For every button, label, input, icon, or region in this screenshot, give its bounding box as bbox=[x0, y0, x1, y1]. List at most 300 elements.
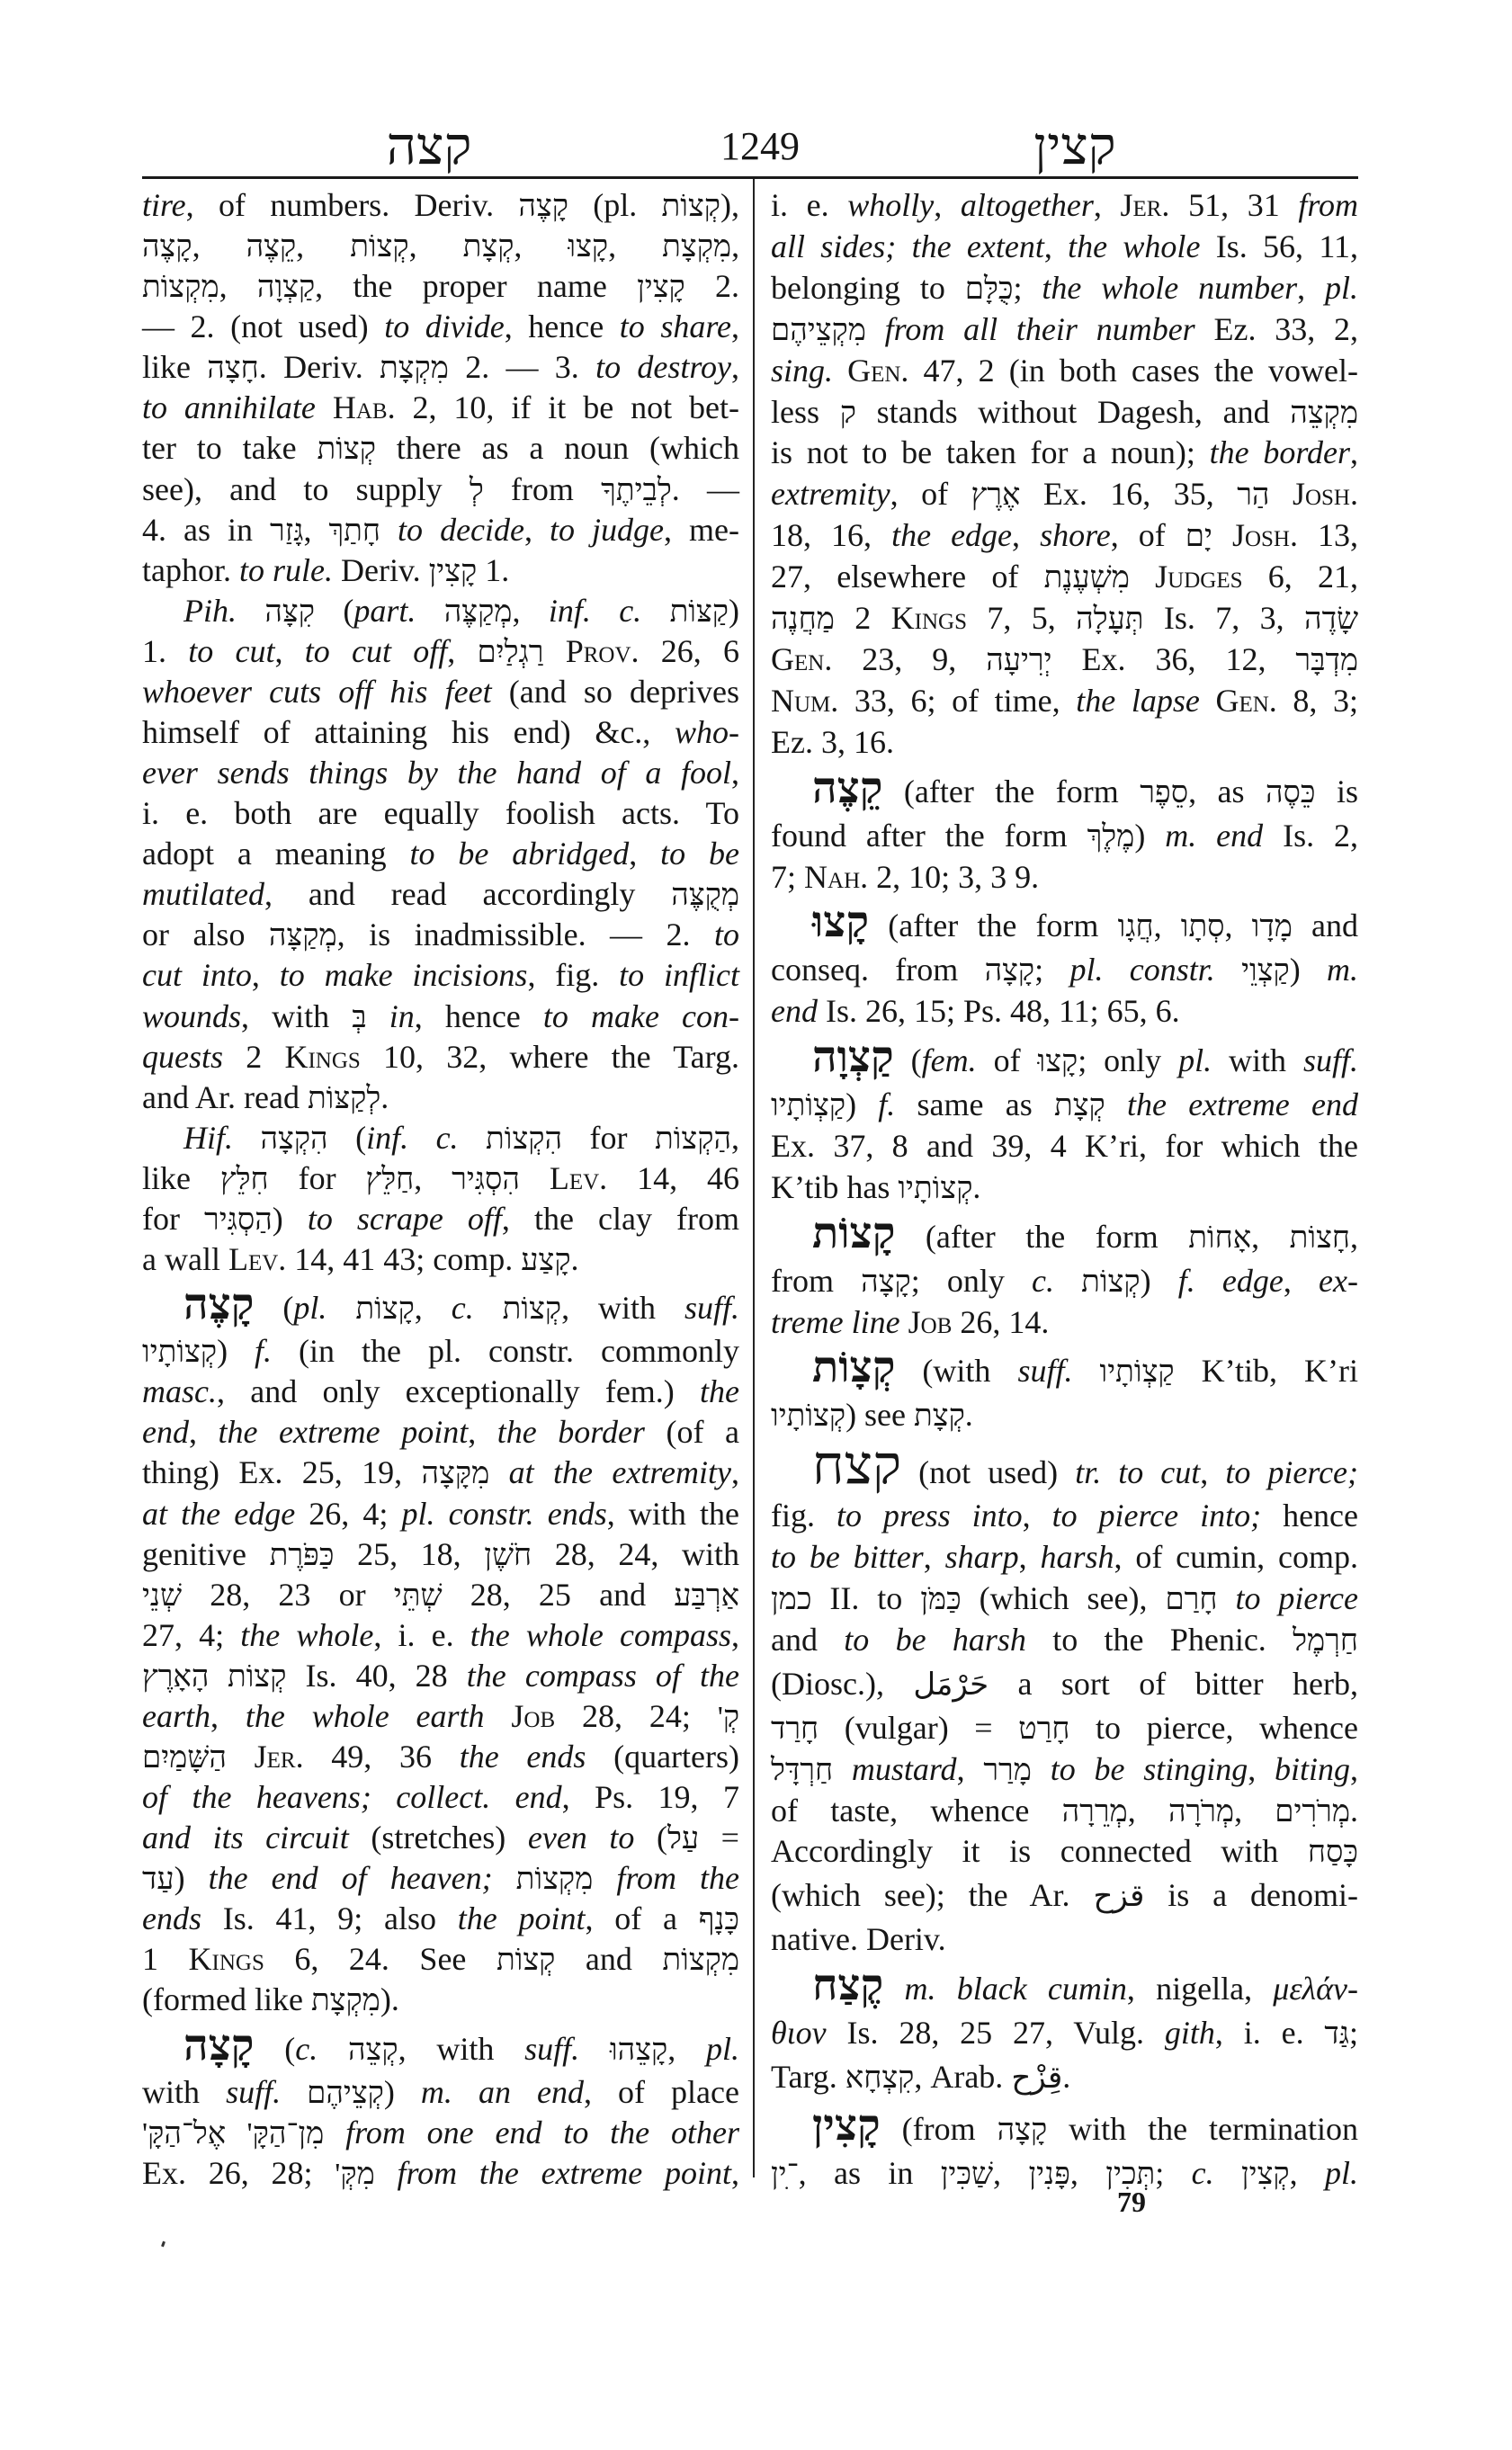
italic-text: from one end to the other bbox=[345, 2114, 740, 2150]
italic-text: m. black cumin bbox=[904, 1971, 1127, 2007]
text-run bbox=[380, 512, 398, 548]
text-run: , bbox=[1224, 908, 1252, 944]
text-run: i. e. bbox=[771, 187, 848, 223]
text-run: 2, 10, if it be not bet- bbox=[395, 389, 739, 426]
text-run: , bbox=[1349, 434, 1358, 471]
text-run: , bbox=[303, 511, 329, 548]
italic-text: the extreme point bbox=[218, 1414, 469, 1451]
italic-text: the ends bbox=[459, 1738, 586, 1775]
hebrew-word: חָרַט bbox=[1018, 1712, 1070, 1746]
text-run: hence bbox=[1261, 1498, 1359, 1534]
text-line bbox=[142, 1239, 739, 1279]
text-run bbox=[1032, 1751, 1051, 1787]
text-run bbox=[1214, 2155, 1241, 2191]
italic-text: m. bbox=[1327, 952, 1358, 988]
text-run: , bbox=[1069, 2154, 1106, 2191]
italic-text: inf. c. bbox=[366, 1119, 487, 1156]
book-abbreviation: Kings bbox=[890, 600, 967, 637]
text-line bbox=[771, 1085, 1358, 1124]
hebrew-word: קִצְחָא bbox=[845, 2061, 915, 2095]
hebrew-word: פָּנִין bbox=[1028, 2157, 1070, 2191]
text-run: , bbox=[923, 1539, 945, 1576]
hebrew-word: בְּ bbox=[352, 1000, 367, 1034]
italic-text: to be stinging bbox=[1050, 1750, 1248, 1787]
italic-text: the extreme end bbox=[1126, 1086, 1359, 1123]
text-run: (vulgar) = bbox=[819, 1709, 1019, 1746]
italic-text: to share bbox=[619, 308, 732, 345]
text-run: with the termination bbox=[1047, 2110, 1359, 2147]
book-abbreviation: Gen. bbox=[847, 352, 909, 389]
hebrew-word: קְצָת bbox=[914, 1399, 965, 1434]
text-run bbox=[489, 1454, 508, 1490]
text-run: II. to bbox=[811, 1580, 921, 1616]
hebrew-word: כמן bbox=[771, 1583, 812, 1616]
italic-text: part. bbox=[353, 592, 444, 629]
italic-text: tr. to cut bbox=[1075, 1454, 1201, 1491]
text-run bbox=[833, 353, 847, 389]
text-run: , bbox=[1350, 1750, 1359, 1787]
hebrew-word: שָׂדֶה bbox=[1304, 603, 1359, 637]
hebrew-word: אַרְבַּע bbox=[674, 1578, 739, 1613]
text-run: 2. bbox=[684, 268, 740, 305]
hebrew-word: מִקְּ' bbox=[335, 2157, 375, 2191]
hebrew-word: חֲגָו bbox=[1117, 910, 1154, 944]
italic-text: at the edge bbox=[142, 1495, 296, 1532]
text-run: , bbox=[629, 836, 661, 872]
hebrew-word: מִקְצֵה bbox=[1290, 396, 1358, 430]
italic-text: masc. bbox=[142, 1373, 217, 1410]
italic-text: pl. bbox=[1325, 269, 1359, 306]
italic-text: from the extreme point bbox=[397, 2154, 732, 2191]
italic-text: mutilated bbox=[142, 876, 264, 913]
text-run: , of bbox=[1110, 517, 1185, 554]
text-run: 2, 10; 3, 3 9. bbox=[868, 858, 1040, 895]
text-run: 1 bbox=[142, 1941, 189, 1978]
hebrew-word: קָצֶה bbox=[518, 190, 568, 223]
text-run bbox=[883, 1971, 904, 2007]
text-run bbox=[375, 2155, 398, 2191]
hebrew-word: קָצֶה bbox=[142, 230, 192, 264]
italic-text: ends bbox=[142, 1900, 201, 1937]
text-line bbox=[142, 915, 739, 954]
text-run: Ex. 26, 28; bbox=[142, 2154, 336, 2191]
text-run: (after the form bbox=[895, 1218, 1189, 1255]
headword: קָצוֹת bbox=[812, 1209, 896, 1257]
italic-text: to inflict bbox=[619, 957, 740, 994]
italic-text: biting bbox=[1275, 1750, 1351, 1787]
text-run: , with bbox=[398, 2030, 525, 2067]
text-run: 2. — 3. bbox=[448, 349, 596, 386]
italic-text: wholly bbox=[847, 187, 935, 223]
hebrew-word: שְׁתֵּי bbox=[393, 1578, 443, 1613]
headword: קֶצַח bbox=[812, 1962, 884, 2010]
text-run: 49, 36 bbox=[303, 1738, 460, 1775]
italic-text: suff. bbox=[684, 1290, 739, 1327]
running-head-right-guide-word: קצין bbox=[1033, 117, 1116, 175]
italic-text: m. end bbox=[1165, 817, 1264, 854]
italic-text: at the extremity bbox=[508, 1454, 732, 1491]
hebrew-word: גַּד bbox=[1324, 2017, 1349, 2052]
hebrew-word: הִסְגִּיר bbox=[452, 1162, 520, 1196]
book-abbreviation: Lev. bbox=[549, 1159, 608, 1196]
hebrew-word: גָּזַר bbox=[270, 514, 304, 548]
hebrew-word: קְצֵה bbox=[348, 2033, 398, 2067]
italic-text: altogether bbox=[960, 187, 1094, 223]
hebrew-word: מִקְצָת bbox=[310, 1984, 380, 2018]
hebrew-word: מָרַר bbox=[983, 1753, 1032, 1787]
text-run: ; bbox=[1348, 2015, 1358, 2052]
italic-text: to pierce bbox=[1235, 1580, 1359, 1616]
italic-text: the whole bbox=[240, 1616, 374, 1653]
text-run bbox=[1218, 1580, 1236, 1616]
text-line bbox=[142, 266, 739, 306]
italic-text: f. bbox=[255, 1333, 273, 1370]
book-abbreviation: Num. bbox=[771, 682, 839, 719]
hebrew-word: חַרְדָּל bbox=[771, 1753, 834, 1787]
hebrew-word: חַלֵּץ bbox=[365, 1162, 415, 1196]
text-run bbox=[1072, 1353, 1099, 1389]
text-run: , bbox=[1200, 1454, 1226, 1491]
text-line bbox=[771, 1395, 1358, 1435]
headword: קְצָוֹת bbox=[812, 1344, 896, 1392]
italic-text: pl. bbox=[293, 1290, 356, 1327]
text-run: like bbox=[142, 1159, 220, 1196]
text-run: native. Deriv. bbox=[771, 1921, 946, 1958]
text-run: 33, 6; of time, bbox=[838, 682, 1077, 719]
text-run: from bbox=[771, 1262, 862, 1299]
text-line bbox=[142, 226, 739, 265]
text-run: ; bbox=[1034, 952, 1070, 988]
text-run: . bbox=[1350, 1792, 1358, 1829]
text-run bbox=[1130, 559, 1155, 595]
arabic-word: قِزْح bbox=[1011, 2059, 1063, 2096]
text-run: 7, 5, bbox=[966, 600, 1077, 637]
hebrew-word: הַסְגִּיר bbox=[204, 1203, 273, 1237]
hebrew-word: מִקְצָת bbox=[662, 230, 732, 264]
text-line bbox=[142, 347, 739, 387]
text-run: 2 bbox=[223, 1038, 285, 1075]
hebrew-word: כַּפֹּרֶת bbox=[269, 1538, 335, 1572]
text-run: , bbox=[1012, 517, 1041, 554]
text-line bbox=[771, 816, 1358, 855]
italic-text: pl. constr. bbox=[1069, 952, 1242, 988]
headword: קָצָה bbox=[183, 2021, 255, 2070]
italic-text: all sides; the extent bbox=[771, 228, 1044, 264]
text-run: ) bbox=[272, 1200, 308, 1237]
text-run: , bbox=[1350, 1218, 1359, 1255]
text-run: a sort of bitter herb, bbox=[989, 1665, 1359, 1702]
italic-text: to be bitter bbox=[771, 1539, 924, 1576]
italic-text: Pih. bbox=[183, 592, 265, 629]
text-run: there as a noun (which bbox=[375, 430, 739, 467]
hebrew-word: שַׁכִּין bbox=[940, 2157, 994, 2191]
italic-text: to divide bbox=[384, 308, 505, 345]
hebrew-word: מְקַצָּה bbox=[268, 919, 337, 953]
italic-text: end bbox=[142, 1414, 189, 1451]
text-line bbox=[142, 834, 739, 873]
text-line bbox=[771, 1749, 1358, 1789]
hebrew-word: מִקְצוֹת bbox=[662, 1944, 740, 1978]
text-run: belonging to bbox=[771, 269, 965, 306]
text-line bbox=[771, 991, 1358, 1031]
text-run: of bbox=[976, 1042, 1038, 1079]
hebrew-word: קַצְוֹתָיו bbox=[771, 1089, 846, 1123]
text-run: ) bbox=[174, 1860, 209, 1897]
text-line bbox=[142, 550, 739, 590]
text-line bbox=[142, 1939, 739, 1979]
text-run: , bbox=[731, 755, 739, 791]
italic-text: Hif. bbox=[183, 1119, 261, 1156]
text-run: , bbox=[731, 228, 740, 264]
text-line bbox=[771, 1261, 1358, 1301]
text-run: , Arab. bbox=[914, 2058, 1012, 2095]
italic-text: to cut bbox=[188, 632, 275, 669]
book-abbreviation: Kings bbox=[284, 1038, 361, 1075]
text-run: , bbox=[731, 2154, 740, 2191]
text-line bbox=[142, 1077, 739, 1117]
hebrew-word: קְ' bbox=[717, 1700, 740, 1734]
text-line bbox=[771, 639, 1358, 679]
text-line bbox=[142, 1199, 739, 1238]
text-run bbox=[866, 311, 885, 347]
text-run: see), and to supply bbox=[142, 470, 470, 507]
entry-first-line bbox=[771, 1033, 1358, 1083]
text-line bbox=[771, 392, 1358, 432]
entry-first-line bbox=[771, 1209, 1358, 1259]
text-run: , bbox=[731, 1119, 739, 1156]
text-run: , bbox=[608, 228, 663, 264]
italic-text: to make incisions bbox=[279, 957, 528, 994]
text-run: , bbox=[188, 1414, 219, 1451]
text-run: , bbox=[934, 187, 961, 223]
text-run: Ex. 36, 12, bbox=[1051, 640, 1296, 677]
italic-text: shore bbox=[1040, 517, 1111, 554]
italic-text: even to bbox=[527, 1820, 635, 1856]
text-run: , bbox=[251, 957, 280, 994]
text-line bbox=[142, 712, 739, 752]
text-run: (quarters) bbox=[586, 1738, 739, 1775]
text-line bbox=[142, 2153, 739, 2193]
book-abbreviation: Lev. bbox=[228, 1241, 287, 1278]
italic-text: pl. constr. ends bbox=[401, 1495, 607, 1532]
hebrew-word: קְצוֹת הָאָרֶץ bbox=[142, 1659, 287, 1694]
text-run: (Diosc.), bbox=[771, 1665, 914, 1702]
running-head-left-guide-word: קצה bbox=[386, 117, 472, 175]
text-line bbox=[142, 672, 739, 711]
italic-text: earth bbox=[142, 1697, 210, 1734]
italic-text: to cut off bbox=[304, 632, 448, 669]
book-abbreviation: Gen. bbox=[771, 640, 833, 677]
hebrew-word: תְּעָלָה bbox=[1076, 603, 1144, 637]
text-line bbox=[142, 510, 739, 550]
hebrew-word: הִקְצָה bbox=[260, 1122, 328, 1156]
text-line bbox=[771, 1831, 1358, 1871]
hebrew-word: מֶלֶךְ bbox=[1087, 819, 1135, 854]
text-run: , bbox=[447, 632, 478, 669]
text-run: 10, 32, where the Targ. bbox=[360, 1038, 739, 1075]
text-run: ) bbox=[1134, 817, 1166, 854]
text-run: . — bbox=[671, 470, 740, 507]
text-run: ( bbox=[254, 2030, 296, 2067]
text-run: 8, 3; bbox=[1276, 682, 1358, 719]
hebrew-word: חָתַךְ bbox=[328, 514, 381, 548]
text-line bbox=[142, 1696, 739, 1736]
hebrew-word: אָחוֹת bbox=[1188, 1221, 1252, 1255]
hebrew-word: חָרַד bbox=[771, 1712, 819, 1746]
entry-first-line bbox=[771, 898, 1358, 948]
hebrew-word: מְרֹרָה bbox=[1168, 1794, 1235, 1829]
hebrew-word: יָם bbox=[1185, 520, 1212, 554]
hebrew-word: לְבֵיתֶךָ bbox=[601, 473, 672, 507]
italic-text: the lapse bbox=[1076, 682, 1200, 719]
text-run: , bbox=[731, 308, 740, 345]
hebrew-word: קַצְוֵי bbox=[1241, 954, 1290, 988]
text-line bbox=[142, 2113, 739, 2152]
italic-text: treme line bbox=[771, 1303, 900, 1340]
book-abbreviation: Hab. bbox=[332, 389, 396, 426]
hebrew-word: מִדְבָּר bbox=[1295, 643, 1358, 677]
italic-text: sing. bbox=[771, 352, 834, 389]
headword: קָצִין bbox=[812, 2101, 881, 2150]
text-run: 26, 14. bbox=[952, 1303, 1050, 1340]
text-run: , bbox=[219, 268, 257, 305]
text-line bbox=[771, 950, 1358, 989]
italic-text: to be bbox=[660, 836, 739, 872]
text-run: 51, 31 bbox=[1169, 187, 1299, 223]
italic-text: the whole bbox=[1068, 228, 1201, 264]
text-run: , of place bbox=[583, 2073, 739, 2110]
italic-text: m. an end bbox=[420, 2073, 584, 2110]
italic-text: who- bbox=[675, 714, 739, 751]
text-line bbox=[771, 1791, 1358, 1830]
hebrew-word: חָצָה bbox=[207, 352, 259, 386]
text-line bbox=[771, 351, 1358, 390]
text-run: (which see); the Ar. bbox=[771, 1877, 1094, 1914]
text-run: , with bbox=[561, 1290, 684, 1327]
text-run: , of cumin, comp. bbox=[1114, 1539, 1359, 1576]
text-run: ) see bbox=[845, 1397, 915, 1434]
text-line bbox=[771, 1873, 1358, 1918]
italic-text: the border bbox=[497, 1414, 645, 1451]
text-run: is a denomi- bbox=[1144, 1877, 1358, 1914]
text-line bbox=[142, 1656, 739, 1695]
italic-text: wounds bbox=[142, 997, 242, 1034]
headword: קָצוּ bbox=[812, 899, 870, 947]
text-line bbox=[142, 469, 739, 509]
right-column bbox=[771, 185, 1358, 2193]
hebrew-word: קְצִין bbox=[1240, 2157, 1290, 2191]
italic-text: pl. bbox=[1178, 1042, 1212, 1079]
hebrew-word: לְ bbox=[469, 473, 484, 507]
book-abbreviation: Jer. bbox=[254, 1738, 304, 1775]
text-run: or also bbox=[142, 917, 269, 953]
text-run: to the Phenic. bbox=[1025, 1621, 1293, 1658]
text-run bbox=[324, 2115, 345, 2150]
book-abbreviation: Job bbox=[908, 1303, 953, 1340]
text-line bbox=[771, 598, 1358, 638]
text-run: Deriv. bbox=[332, 551, 429, 588]
text-run bbox=[520, 1160, 550, 1196]
text-run: like bbox=[142, 349, 208, 386]
text-line bbox=[771, 2054, 1358, 2099]
text-run: , bbox=[512, 592, 549, 629]
text-run: . bbox=[570, 1241, 579, 1278]
italic-text: suff. bbox=[524, 2030, 610, 2067]
text-run: , the proper name bbox=[315, 268, 638, 305]
text-run: 25, 18, bbox=[334, 1535, 485, 1572]
hebrew-word: הִקְצוֹת bbox=[486, 1122, 563, 1156]
italic-text: inf. c. bbox=[548, 592, 670, 629]
hebrew-word: חָצוֹת bbox=[1289, 1221, 1351, 1255]
hebrew-word: קָצוּ bbox=[1037, 1045, 1078, 1079]
text-run: 27, 4; bbox=[142, 1616, 241, 1653]
italic-text: from bbox=[1298, 187, 1358, 223]
hebrew-word: מִקְצֵיהֶם bbox=[771, 313, 866, 347]
text-run: Is. 40, 28 bbox=[286, 1657, 467, 1694]
text-line bbox=[142, 1453, 739, 1492]
text-run: , bbox=[1153, 908, 1181, 944]
text-run: Is. 26, 15; Ps. 48, 11; 65, 6. bbox=[817, 993, 1180, 1030]
text-run: ter to take bbox=[142, 430, 318, 467]
text-line bbox=[142, 1858, 739, 1898]
text-run: , bbox=[1248, 1750, 1275, 1787]
hebrew-word: קָצַע bbox=[521, 1244, 571, 1278]
hebrew-word: מִן־הַקָּ' אֶל־הַקָּ' bbox=[142, 2116, 325, 2150]
text-line bbox=[142, 753, 739, 792]
text-run: (pl. bbox=[568, 187, 662, 223]
text-run bbox=[1200, 683, 1216, 719]
text-run: Ex. 37, 8 and 39, 4 K’ri, for which the bbox=[771, 1127, 1358, 1164]
hebrew-word: מַחֲנֶה bbox=[771, 603, 835, 637]
italic-text: the bbox=[700, 1373, 739, 1410]
text-run: , bbox=[468, 1414, 497, 1451]
italic-text: end bbox=[771, 993, 818, 1030]
text-run: genitive bbox=[142, 1535, 270, 1572]
text-run: ) bbox=[383, 2073, 421, 2110]
italic-text: the edge bbox=[891, 517, 1013, 554]
hebrew-word: קְצוֹת bbox=[1081, 1265, 1141, 1299]
text-line bbox=[771, 1167, 1358, 1207]
hebrew-word: קְצֵיהֶם bbox=[307, 2076, 384, 2110]
hebrew-word: לְקַצּוֹת bbox=[307, 1081, 381, 1115]
italic-text: fem. bbox=[921, 1042, 977, 1079]
text-run: ) bbox=[217, 1333, 255, 1370]
italic-text: tire bbox=[142, 187, 186, 223]
hebrew-word: קְצוֹתָיו bbox=[771, 1399, 846, 1434]
text-run: Ez. 33, 2, bbox=[1194, 310, 1359, 347]
text-run: 4. as in bbox=[142, 511, 271, 548]
hebrew-word: כָּסַח bbox=[1307, 1836, 1358, 1870]
hebrew-word: מְקַצֶּה bbox=[443, 595, 513, 629]
header-rule bbox=[142, 176, 1358, 179]
text-run: (formed like bbox=[142, 1981, 311, 2018]
text-run bbox=[833, 1751, 852, 1787]
text-run: ) bbox=[1140, 1262, 1178, 1299]
italic-text: c. bbox=[1191, 2154, 1214, 2191]
text-run: (of a bbox=[644, 1414, 739, 1451]
text-line bbox=[771, 1537, 1358, 1577]
text-line bbox=[142, 2072, 739, 2112]
text-run: . Deriv. bbox=[258, 349, 380, 386]
italic-text: sharp bbox=[944, 1539, 1019, 1576]
hebrew-word: קְצוֹת bbox=[502, 1292, 562, 1327]
text-run: Targ. bbox=[771, 2058, 845, 2095]
text-run: to pierce, whence bbox=[1069, 1709, 1358, 1746]
italic-text: the border bbox=[1209, 434, 1350, 471]
text-line bbox=[771, 1578, 1358, 1618]
text-run: i. e. both are equally foolish acts. To bbox=[142, 795, 739, 832]
text-run: 14, 46 bbox=[607, 1159, 739, 1196]
